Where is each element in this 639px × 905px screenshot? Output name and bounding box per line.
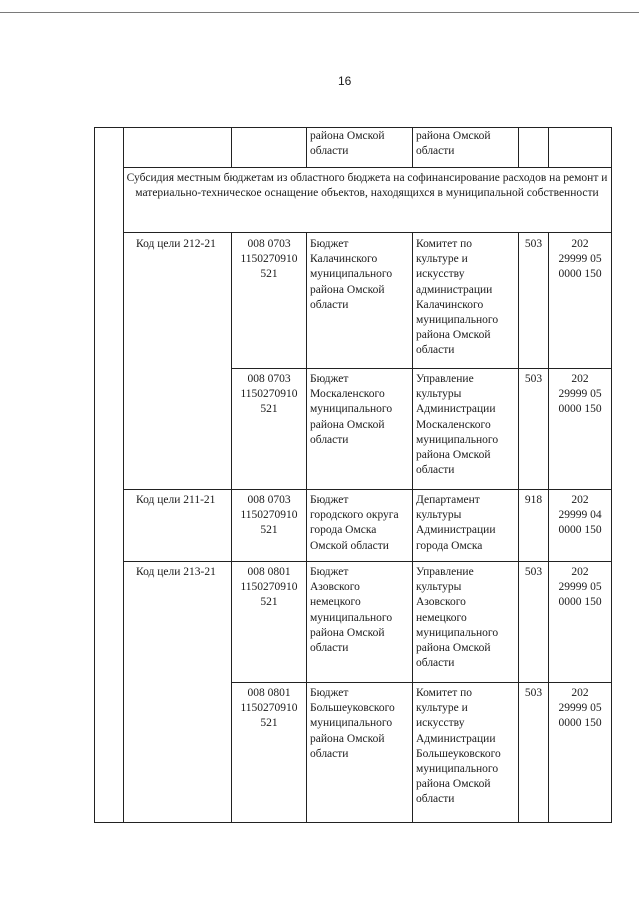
chapter-code: 503 xyxy=(524,687,543,699)
administrator-name: Управление культуры Администрации Москаленского муниципального района Омской области xyxy=(416,373,499,477)
budget-classification-code: 008 0703 1150270910 521 xyxy=(240,373,298,416)
administrator-name: Управление культуры Азовского немецкого муниципального района Омской области xyxy=(416,566,499,670)
col-divider-2 xyxy=(231,127,232,167)
target-code: Код цели 211-21 xyxy=(136,494,216,506)
chapter-code: 503 xyxy=(524,238,543,250)
budget-name: Бюджет Азовского немецкого муниципального района Омской области xyxy=(310,566,393,655)
row-line-3 xyxy=(231,368,611,369)
budget-name: Бюджет городского округа города Омска Омской области xyxy=(310,494,399,552)
col-divider-5 xyxy=(518,127,519,167)
table-border-top xyxy=(94,127,611,128)
income-code: 202 29999 05 0000 150 xyxy=(558,373,602,416)
col-divider-4-body xyxy=(412,232,413,823)
chapter-code: 503 xyxy=(524,566,543,578)
chapter-code: 918 xyxy=(524,494,543,506)
budget-name: Бюджет Москаленского муниципального района Омской области xyxy=(310,373,393,446)
administrator-name: Департамент культуры Администрации города Омска xyxy=(416,494,496,552)
budget-name: Бюджет Калачинского муниципального района Омской области xyxy=(310,238,393,311)
budget-classification-code: 008 0703 1150270910 521 xyxy=(240,494,298,537)
income-code: 202 29999 05 0000 150 xyxy=(558,238,602,281)
table-border-left xyxy=(94,127,95,823)
col-divider-4 xyxy=(412,127,413,167)
chapter-code: 503 xyxy=(524,373,543,385)
col-divider-6 xyxy=(548,127,549,167)
continuation-budget: района Омской области xyxy=(310,130,385,158)
budget-classification-code: 008 0801 1150270910 521 xyxy=(240,566,298,609)
col-divider-5-body xyxy=(518,232,519,823)
target-code: Код цели 213-21 xyxy=(136,566,216,578)
table-border-bottom xyxy=(94,822,611,823)
scan-top-edge xyxy=(0,12,639,13)
table-border-right xyxy=(611,127,612,823)
target-code: Код цели 212-21 xyxy=(136,238,216,250)
row-line-2 xyxy=(123,232,611,233)
row-line-6 xyxy=(231,682,611,683)
budget-classification-code: 008 0801 1150270910 521 xyxy=(240,687,298,730)
row-line-5 xyxy=(123,561,611,562)
budget-classification-code: 008 0703 1150270910 521 xyxy=(240,238,298,281)
income-code: 202 29999 04 0000 150 xyxy=(558,494,602,537)
administrator-name: Комитет по культуре и искусству администрации Калачинского муниципального района Омской области xyxy=(416,238,499,357)
continuation-administrator: района Омской области xyxy=(416,130,491,158)
page-number: 16 xyxy=(338,74,352,88)
budget-name: Бюджет Большеуковского муниципального района Омской области xyxy=(310,687,395,760)
row-line-1 xyxy=(123,167,611,168)
income-code: 202 29999 05 0000 150 xyxy=(558,687,602,730)
administrator-name: Комитет по культуре и искусству Администрации Большеуковского муниципального района Омской области xyxy=(416,687,501,806)
section-title: Субсидия местным бюджетам из областного бюджета на софинансирование расходов на ремонт и материально-техническое оснащение объектов, находящихся в муниципальной собственности xyxy=(126,172,608,200)
col-divider-3 xyxy=(306,127,307,167)
col-divider-3-body xyxy=(306,232,307,823)
row-line-4 xyxy=(123,489,611,490)
income-code: 202 29999 05 0000 150 xyxy=(558,566,602,609)
